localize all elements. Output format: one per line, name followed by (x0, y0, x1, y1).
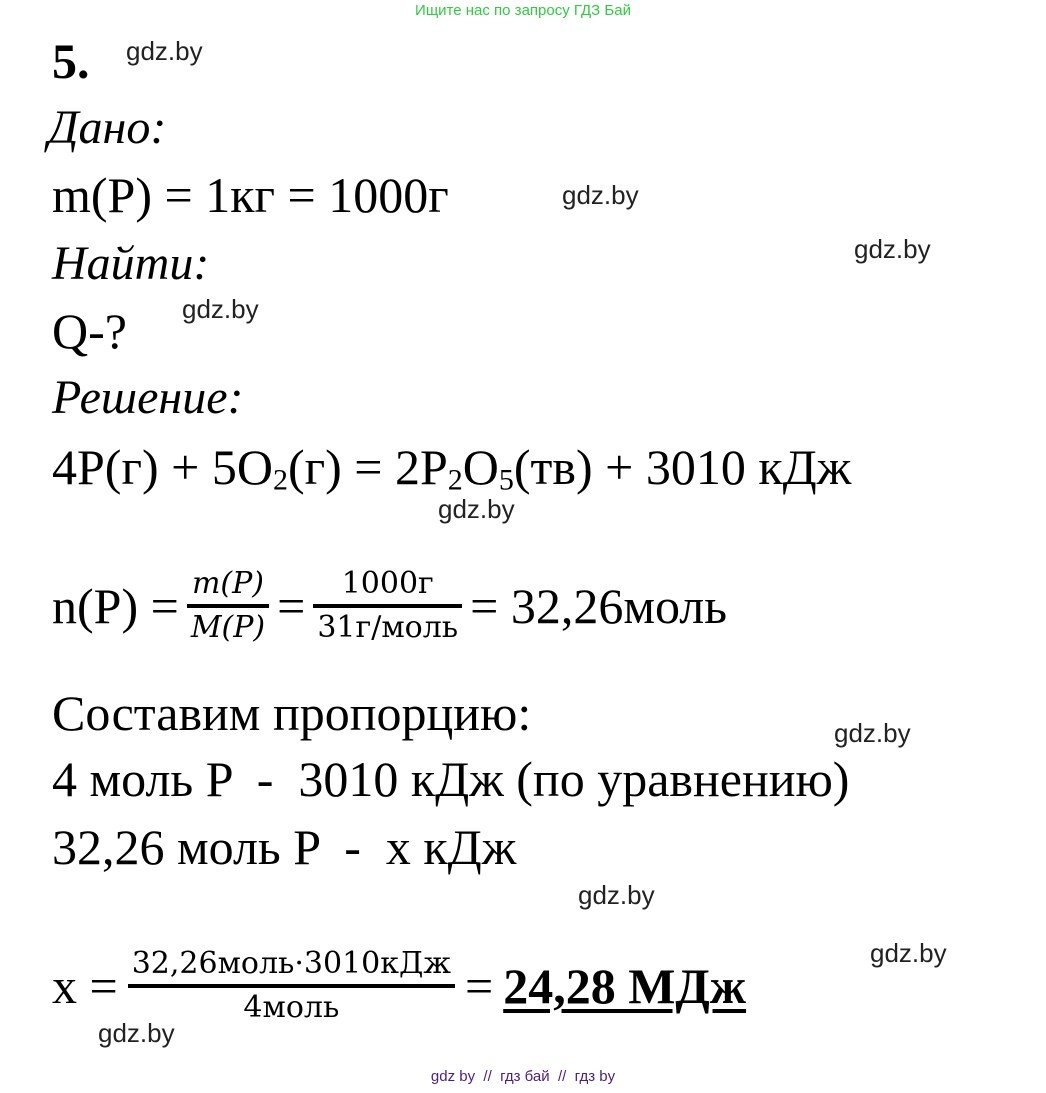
final-formula (52, 944, 746, 1028)
find-value: Q-? (52, 303, 127, 359)
eq-sub: 2 (272, 463, 288, 497)
watermark: gdz.by (578, 880, 655, 910)
find-label: Найти: (52, 237, 210, 290)
proportion-line-2: 32,26 моль P - x кДж (52, 819, 517, 875)
numerator: m(P) (191, 566, 264, 601)
given-value: m(P) = 1кг = 1000г (52, 167, 449, 223)
eq-part: 4P(г) + 5O (52, 439, 273, 495)
eq-part: (г) = 2P (287, 439, 448, 495)
fraction-m-over-M (187, 564, 269, 648)
fraction-values (313, 564, 462, 648)
formula-result: = 32,26моль (470, 578, 728, 634)
eq-part: O (462, 439, 499, 495)
watermark: gdz.by (834, 718, 911, 748)
eq-part: (тв) + 3010 кДж (513, 439, 852, 495)
eq-sub: 5 (498, 463, 514, 497)
watermark: gdz.by (854, 234, 931, 264)
denominator: 31г/моль (317, 610, 459, 645)
task-number: 5. (52, 33, 90, 89)
fraction-final (128, 944, 455, 1028)
numerator: 32,26моль·3010кДж (131, 946, 451, 981)
final-answer: 24,28 МДж (503, 958, 747, 1014)
watermark: gdz.by (182, 294, 259, 324)
equals: = (277, 578, 306, 634)
reaction-equation (52, 438, 851, 497)
proportion-label: Составим пропорцию: (52, 685, 532, 741)
solution-label: Решение: (52, 371, 244, 424)
formula-lhs: n(P) = (52, 578, 179, 634)
moles-formula (52, 564, 727, 648)
watermark: gdz.by (98, 1018, 175, 1048)
watermark: gdz.by (562, 180, 639, 210)
proportion-line-1: 4 моль P - 3010 кДж (по уравнению) (52, 751, 850, 807)
equals: = (465, 958, 494, 1014)
top-banner[interactable]: Ищите нас по запросу ГДЗ Бай (415, 2, 631, 19)
given-label: Дано: (48, 101, 167, 154)
watermark: gdz.by (870, 938, 947, 968)
denominator: 4моль (243, 990, 340, 1025)
footer-links[interactable]: gdz by // гдз бай // гдз by (430, 1068, 616, 1085)
denominator: M(P) (190, 610, 266, 645)
watermark: gdz.by (438, 494, 515, 524)
numerator: 1000г (341, 566, 434, 601)
eq-sub: 2 (447, 463, 463, 497)
formula-lhs: x = (52, 958, 118, 1014)
watermark: gdz.by (126, 36, 203, 66)
